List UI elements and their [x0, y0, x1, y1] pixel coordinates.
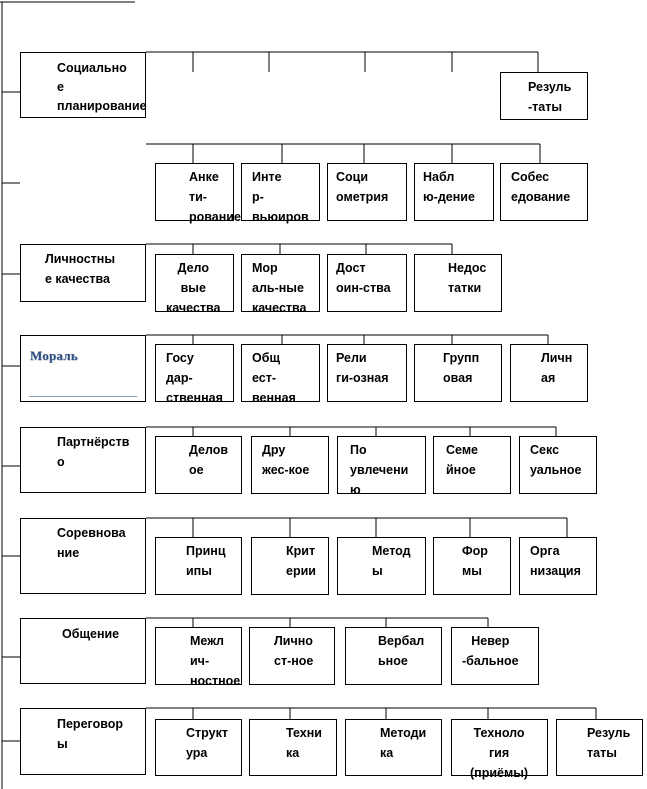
partnership-box-friendly — [251, 436, 329, 494]
morality-label: Групп овая — [443, 351, 480, 385]
result-label: Резуль -таты — [528, 80, 572, 114]
category-label: Партнёрств о — [57, 435, 130, 469]
morality-box-public — [241, 344, 320, 405]
quality-label: Дост оин-ства — [336, 261, 391, 295]
method-box-interview — [241, 163, 320, 224]
category-label: Личностны е качества — [45, 252, 116, 286]
category-label: Переговор ы — [57, 717, 123, 751]
communication-label: Межл ич- ностное — [190, 634, 241, 688]
negotiation-label: Резуль таты — [587, 726, 631, 760]
morality-box-group — [414, 344, 502, 402]
category-box-social-planning — [20, 52, 146, 118]
method-box-conversation — [500, 163, 588, 221]
partnership-label: Дру жес-кое — [262, 443, 310, 477]
category-box-negotiations — [20, 708, 146, 775]
communication-box-personal — [249, 627, 335, 685]
communication-label: Лично ст-ное — [274, 634, 314, 668]
competition-box-principles — [155, 537, 242, 595]
quality-label: Дело вые качества — [166, 261, 221, 315]
negotiation-label: Техни ка — [286, 726, 322, 760]
method-box-questionnaire — [155, 163, 241, 224]
category-label: Социально е планирование — [57, 61, 147, 113]
negotiation-label: Техноло гия (приёмы) — [470, 726, 529, 780]
communication-label: Вербал ьное — [378, 634, 425, 668]
quality-box-business — [155, 254, 234, 315]
partnership-label: Секс уальное — [530, 443, 582, 477]
partnership-label: Делов ое — [189, 443, 229, 477]
morality-box-state — [155, 344, 234, 405]
negotiation-box-structure — [155, 719, 242, 776]
result-box — [500, 72, 588, 120]
method-label: Собес едование — [511, 170, 571, 204]
category-box-personal-qualities — [20, 244, 146, 302]
partnership-box-business — [155, 436, 242, 494]
morality-box-religious — [327, 344, 407, 402]
competition-label: Метод ы — [372, 544, 411, 578]
category-box-morality — [20, 335, 146, 402]
morality-label: Рели ги-озная — [336, 351, 389, 385]
partnership-box-sexual — [519, 436, 597, 494]
partnership-box-family — [433, 436, 511, 494]
quality-label: Мор аль-ные качества — [252, 261, 307, 315]
category-box-partnership — [20, 427, 146, 493]
communication-label: Невер -бальное — [462, 634, 519, 668]
quality-box-shortcomings — [414, 254, 502, 312]
negotiation-label: Структ ура — [186, 726, 228, 760]
competition-box-forms — [433, 537, 511, 595]
method-box-sociometry — [327, 163, 407, 221]
partnership-label: По увлечени ю — [350, 443, 409, 497]
category-box-communication — [20, 618, 146, 684]
morality-label: Личн ая — [541, 351, 573, 385]
category-label: Общение — [62, 627, 120, 641]
category-label: Мораль — [30, 348, 78, 363]
negotiation-box-technique — [249, 719, 337, 776]
morality-label: Госу дар- ственная — [166, 351, 223, 405]
competition-box-organization — [519, 537, 597, 595]
competition-label: Орга низация — [530, 544, 581, 578]
communication-box-nonverbal — [451, 627, 539, 685]
method-label: Соци ометрия — [336, 170, 389, 204]
negotiation-label: Методи ка — [380, 726, 427, 760]
method-label: Набл ю-дение — [423, 170, 475, 204]
negotiation-box-results — [556, 719, 643, 776]
underline-decoration — [29, 396, 137, 397]
quality-box-merits — [327, 254, 407, 312]
quality-box-moral — [241, 254, 320, 315]
competition-label: Крит ерии — [286, 544, 316, 578]
morality-label: Общ ест- венная — [252, 351, 296, 405]
competition-label: Фор мы — [462, 544, 488, 578]
negotiation-box-technology — [451, 719, 548, 780]
competition-label: Принц ипы — [186, 544, 226, 578]
negotiation-box-methodology — [345, 719, 442, 776]
partnership-box-hobby — [337, 436, 426, 497]
method-label: Анке ти- рование — [189, 170, 241, 224]
communication-box-interpersonal — [155, 627, 242, 688]
morality-box-personal — [510, 344, 588, 402]
category-label: Соревнова ние — [57, 526, 126, 560]
communication-box-verbal — [345, 627, 442, 685]
partnership-label: Семе йное — [446, 443, 479, 477]
method-label: Инте р- вьюиров — [252, 170, 309, 224]
method-box-observation — [414, 163, 494, 221]
quality-label: Недос татки — [448, 261, 487, 295]
category-box-competition — [20, 518, 146, 594]
competition-box-methods — [337, 537, 426, 595]
competition-box-criteria — [251, 537, 329, 595]
